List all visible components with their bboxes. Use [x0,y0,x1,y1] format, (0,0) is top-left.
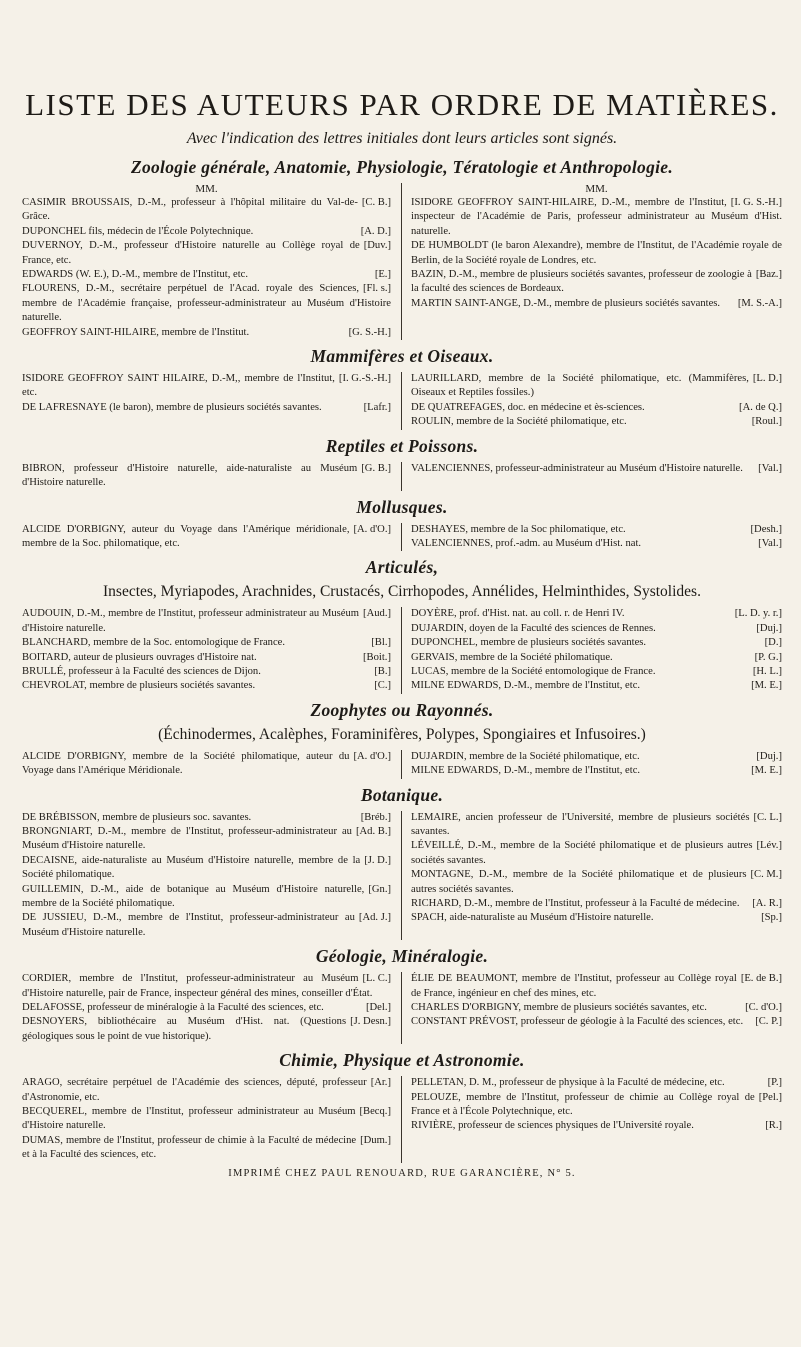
signature-initials: [Aud.] [363,608,391,620]
author-description: CASIMIR BROUSSAIS, D.-M., professeur à l'hôpital militaire du Val-de-Grâce. [22,197,358,223]
right-column [402,183,782,340]
author-entry [22,523,391,552]
author-description: LÉVEILLÉ, D.-M., membre de la Société philomatique et de plusieurs autres sociétés savantes. [411,840,753,866]
author-entry [22,972,391,1001]
author-entry [22,811,391,825]
page [22,0,782,1181]
left-column [22,750,402,779]
author-entry [411,372,782,401]
section [22,1050,782,1162]
author-description: PELLETAN, D. M., professeur de physique à la Faculté de médecine, etc. [411,1077,725,1089]
section [22,946,782,1044]
author-entry [411,523,782,537]
signature-initials: [M. E.] [751,680,782,692]
signature-initials: [E.] [374,269,391,281]
author-entry [22,636,391,650]
author-description: DESNOYERS, bibliothécaire au Muséum d'Hist. nat. (Questions géologiques sous le point de vue historique). [22,1016,347,1042]
right-column [402,523,782,552]
right-column [402,372,782,430]
author-entry [411,868,782,897]
signature-initials: [Lév.] [756,840,782,852]
author-description: MILNE EDWARDS, D.-M., membre de l'Institut, etc. [411,765,641,777]
author-description: DOYÈRE, prof. d'Hist. nat. au coll. r. de Henri IV. [411,608,625,620]
author-description: DUMAS, membre de l'Institut, professeur de chimie à la Faculté de médecine et à la Faculté des sciences, etc. [22,1134,357,1161]
section [22,700,782,779]
signature-initials: [B.] [374,665,391,677]
right-column [402,1076,782,1162]
signature-initials: [E. de B.] [740,973,782,985]
author-description: DE HUMBOLDT (le baron Alexandre), membre de l'Institut, de l'Académie royale de Berlin, de la Société royale de Londres, etc. [411,240,782,266]
signature-initials: [C. P.] [755,1016,782,1028]
author-description: ARAGO, secrétaire perpétuel de l'Académie des sciences, député, professeur d'Astronomie, etc. [22,1077,367,1103]
author-entry [22,607,391,636]
author-entry [411,415,782,429]
author-description: CHARLES D'ORBIGNY, membre de plusieurs sociétés savantes, etc. [411,1002,707,1014]
section [22,157,782,340]
author-entry [22,282,391,325]
section-heading: Zoophytes ou Rayonnés. [310,699,494,720]
author-description: CONSTANT PRÉVOST, professeur de géologie à la Faculté des sciences, etc. [411,1016,744,1028]
author-entry [22,1076,391,1105]
author-entry [22,268,391,282]
author-description: ISIDORE GEOFFROY SAINT-HILAIRE, D.-M., membre de l'Institut, inspecteur de l'Académie de Paris, professeur administrateur au Muséum d'Hist. naturelle. [411,197,782,237]
author-description: GERVAIS, membre de la Société philomatique. [411,651,613,663]
author-description: ISIDORE GEOFFROY SAINT HILAIRE, D.-M,, membre de l'Institut, etc. [22,373,335,399]
section-heading: Chimie, Physique et Astronomie. [279,1050,525,1071]
signature-initials: [J. Desn.] [350,1016,391,1028]
column-head: MM. [195,183,218,195]
author-entry [411,911,782,925]
signature-initials: [P.] [767,1077,782,1089]
section-columns [22,372,782,430]
author-entry [411,268,782,297]
author-entry [22,1001,391,1015]
author-description: PELOUZE, membre de l'Institut, professeur de chimie au Collège royal de France et à l'École Polytechnique, etc. [411,1091,755,1118]
author-description: VALENCIENNES, professeur-administrateur au Muséum d'Histoire naturelle. [411,462,743,474]
author-entry [411,1119,782,1133]
author-description: MARTIN SAINT-ANGE, D.-M., membre de plusieurs sociétés savantes. [411,297,721,309]
signature-initials: [A. d'O.] [353,750,391,762]
signature-initials: [R.] [765,1120,782,1132]
signature-initials: [Ar.] [370,1077,391,1089]
signature-initials: [C. d'O.] [745,1002,782,1014]
author-description: DESHAYES, membre de la Soc philomatique, etc. [411,523,626,535]
author-entry [411,811,782,840]
right-column [402,811,782,941]
signature-initials: [C. M.] [750,869,782,881]
author-entry [411,462,782,476]
signature-initials: [I. G.-S.-H.] [338,373,391,385]
signature-initials: [Pel.] [758,1091,782,1103]
printer-footer: IMPRIMÉ CHEZ PAUL RENOUARD, RUE GARANCIÈRE, N° 5. [228,1167,576,1179]
author-description: LEMAIRE, ancien professeur de l'Université, membre de plusieurs sociétés savantes. [411,811,750,837]
author-entry [411,1091,782,1120]
section-heading: Mollusques. [356,496,448,517]
author-entry [411,1001,782,1015]
author-description: GEOFFROY SAINT-HILAIRE, membre de l'Institut. [22,326,250,338]
signature-initials: [L. D.] [752,373,782,385]
signature-initials: [Bréb.] [360,811,391,823]
author-entry [411,297,782,311]
signature-initials: [A. D.] [360,225,391,237]
page-title: LISTE DES AUTEURS PAR ORDRE DE MATIÈRES. [25,87,779,122]
right-column [402,972,782,1044]
section-columns [22,750,782,779]
signature-initials: [Roul.] [751,416,782,428]
section-heading: Zoologie générale, Anatomie, Physiologie, Tératologie et Anthropologie. [130,157,674,177]
signature-initials: [Baz.] [755,269,782,281]
author-entry [22,750,391,779]
section-columns [22,462,782,491]
section-note: Insectes, Myriapodes, Arachnides, Crustacés, Cirrhopodes, Annélides, Helminthides, Systolides. [103,583,701,601]
author-description: DUJARDIN, membre de la Société philomatique, etc. [411,750,640,762]
author-entry [22,825,391,854]
author-description: BIBRON, professeur d'Histoire naturelle, aide-naturaliste au Muséum d'Histoire naturelle. [22,462,358,489]
signature-initials: [Duj.] [756,622,782,634]
author-entry [22,462,391,491]
author-entry [411,764,782,778]
author-description: DE LAFRESNAYE (le baron), membre de plusieurs sociétés savantes. [22,401,322,413]
signature-initials: [C. B.] [361,197,391,208]
section-heading: Géologie, Minéralogie. [315,946,489,967]
author-entry [22,401,391,415]
signature-initials: [A. d'O.] [353,523,391,535]
author-description: SPACH, aide-naturaliste au Muséum d'Histoire naturelle. [411,912,654,924]
page-subtitle: Avec l'indication des lettres initiales dont leurs articles sont signés. [186,130,618,147]
author-entry [22,665,391,679]
section [22,785,782,941]
author-description: FLOURENS, D.-M., secrétaire perpétuel de l'Acad. royale des Sciences, membre de l'Académie française, professeur-administrateur au Muséum d'Histoire naturelle. [22,283,391,324]
author-entry [22,883,391,912]
signature-initials: [C. L.] [753,811,782,823]
right-column [402,462,782,491]
author-description: RICHARD, D.-M., membre de l'Institut, professeur à la Faculté de médecine. [411,898,740,909]
author-description: VALENCIENNES, prof.-adm. au Muséum d'Hist. nat. [411,537,642,549]
author-description: DUJARDIN, doyen de la Faculté des sciences de Rennes. [411,622,656,634]
author-entry [411,750,782,764]
author-description: DE JUSSIEU, D.-M., membre de l'Institut, professeur-administrateur au Muséum d'Histoire naturelle. [22,912,355,938]
left-column [22,972,402,1044]
section-heading: Reptiles et Poissons. [325,435,479,456]
signature-initials: [Val.] [758,462,782,474]
signature-initials: [P. G.] [754,651,782,663]
signature-initials: [D.] [764,637,782,649]
author-description: DUPONCHEL fils, médecin de l'École Polytechnique. [22,225,254,237]
signature-initials: [J. D.] [364,854,391,866]
author-description: DECAISNE, aide-naturaliste au Muséum d'Histoire naturelle, membre de la Société philomatique. [22,854,361,881]
author-description: BRULLÉ, professeur à la Faculté des sciences de Dijon. [22,665,261,677]
section [22,346,782,430]
author-entry [411,665,782,679]
signature-initials: [Duv.] [363,240,391,252]
author-description: BLANCHARD, membre de la Soc. entomologique de France. [22,637,286,649]
section-columns [22,183,782,340]
signature-initials: [Fl. s.] [363,283,391,295]
author-description: BRONGNIART, D.-M., membre de l'Institut, professeur-administrateur au Muséum d'Histoire naturelle. [22,825,352,852]
signature-initials: [A. de Q.] [739,401,782,413]
left-column [22,372,402,430]
left-column [22,1076,402,1162]
left-column [22,523,402,552]
signature-initials: [L. D. y. r.] [734,608,782,620]
author-entry [411,622,782,636]
author-entry [411,636,782,650]
author-description: DUPONCHEL, membre de plusieurs sociétés savantes. [411,637,647,649]
author-entry [411,607,782,621]
signature-initials: [A. R.] [752,898,782,909]
author-description: EDWARDS (W. E.), D.-M., membre de l'Institut, etc. [22,269,249,281]
signature-initials: [Boit.] [363,651,391,663]
author-entry [411,239,782,268]
signature-initials: [Dum.] [360,1134,391,1146]
author-description: ÉLIE DE BEAUMONT, membre de l'Institut, professeur au Collège royal de France, ingénieur en chef des mines, etc. [411,973,737,999]
author-entry [22,1134,391,1163]
author-description: LUCAS, membre de la Société entomologique de France. [411,665,656,677]
author-entry [411,651,782,665]
section [22,436,782,491]
author-description: DELAFOSSE, professeur de minéralogie à la Faculté des sciences, etc. [22,1002,324,1014]
right-column [402,750,782,779]
author-description: ALCIDE D'ORBIGNY, auteur du Voyage dans l'Amérique méridionale, membre de la Soc. philomatique, etc. [22,523,350,549]
author-description: BAZIN, D.-M., membre de plusieurs sociétés savantes, professeur de zoologie à la faculté des sciences de Bordeaux. [411,269,752,295]
author-entry [411,1015,782,1029]
author-description: MILNE EDWARDS, D.-M., membre de l'Institut, etc. [411,680,641,692]
author-entry [411,1076,782,1090]
author-entry [22,911,391,940]
author-entry [22,372,391,401]
author-entry [22,854,391,883]
right-column [402,607,782,693]
author-description: ALCIDE D'ORBIGNY, membre de la Société philomatique, auteur du Voyage dans l'Amérique Méridionale. [22,750,350,777]
signature-initials: [Duj.] [756,750,782,762]
section-columns [22,811,782,941]
section [22,557,782,693]
left-column [22,183,402,340]
signature-initials: [C.] [374,680,391,692]
signature-initials: [Bl.] [371,637,391,649]
signature-initials: [Gn.] [368,883,391,895]
section-heading: Articulés, [365,557,439,578]
signature-initials: [I. G. S.-H.] [730,197,782,208]
author-description: GUILLEMIN, D.-M., aide de botanique au Muséum d'Histoire naturelle, membre de la Société philomatique. [22,883,365,909]
author-entry [411,972,782,1001]
author-description: BOITARD, auteur de plusieurs ouvrages d'Histoire nat. [22,651,257,663]
author-description: BECQUEREL, membre de l'Institut, professeur administrateur au Muséum d'Histoire naturelle. [22,1106,356,1132]
author-description: ROULIN, membre de la Société philomatique, etc. [411,416,627,428]
signature-initials: [M. S.-A.] [737,297,782,309]
section-note: (Échinodermes, Acalèphes, Foraminifères, Polypes, Spongiaires et Infusoires.) [158,725,646,743]
author-description: DUVERNOY, D.-M., professeur d'Histoire naturelle au Collège royal de France, etc. [22,240,360,266]
author-description: CORDIER, membre de l'Institut, professeur-administrateur au Muséum d'Histoire naturelle, pair de France, inspecteur général des mines, conseiller d'État. [22,973,373,999]
sections-container [22,157,782,1163]
section-columns [22,972,782,1044]
author-entry [411,897,782,911]
author-description: LAURILLARD, membre de la Société philomatique, etc. (Mammifères, Oiseaux et Reptiles fossiles.) [411,373,749,399]
author-entry [22,225,391,239]
author-entry [22,1015,391,1044]
section-columns [22,607,782,693]
left-column [22,811,402,941]
column-head: MM. [585,183,608,195]
signature-initials: [L. C.] [362,973,391,985]
section-columns [22,523,782,552]
signature-initials: [Becq.] [359,1106,391,1118]
author-entry [411,196,782,239]
signature-initials: [Sp.] [761,912,782,924]
signature-initials: [G. B.] [361,462,391,474]
author-description: CHEVROLAT, membre de plusieurs sociétés savantes. [22,680,256,692]
author-entry [22,651,391,665]
author-description: AUDOUIN, D.-M., membre de l'Institut, professeur administrateur au Muséum d'Histoire naturelle. [22,608,360,634]
author-entry [411,401,782,415]
author-entry [22,1105,391,1134]
signature-initials: [Ad. B.] [355,825,391,837]
author-entry [411,839,782,868]
author-entry [411,679,782,693]
signature-initials: [Del.] [366,1002,391,1014]
signature-initials: [M. E.] [751,765,782,777]
author-description: MONTAGNE, D.-M., membre de la Société philomatique et de plusieurs autres sociétés savantes. [411,869,747,895]
signature-initials: [G. S.-H.] [348,326,391,338]
section [22,497,782,552]
author-entry [22,239,391,268]
signature-initials: [H. L.] [752,665,782,677]
author-description: RIVIÈRE, professeur de sciences physiques de l'Université royale. [411,1120,694,1132]
author-description: DE QUATREFAGES, doc. en médecine et ès-sciences. [411,401,645,413]
left-column [22,607,402,693]
signature-initials: [Ad. J.] [358,912,391,924]
section-heading: Mammifères et Oiseaux. [310,346,494,367]
signature-initials: [Desh.] [750,523,782,535]
author-entry [22,326,391,340]
left-column [22,462,402,491]
section-heading: Botanique. [360,784,444,805]
author-description: DE BRÉBISSON, membre de plusieurs soc. savantes. [22,811,252,823]
section-columns [22,1076,782,1162]
author-entry [22,196,391,225]
author-entry [411,537,782,551]
author-entry [22,679,391,693]
signature-initials: [Val.] [758,537,782,549]
signature-initials: [Lafr.] [363,401,391,413]
